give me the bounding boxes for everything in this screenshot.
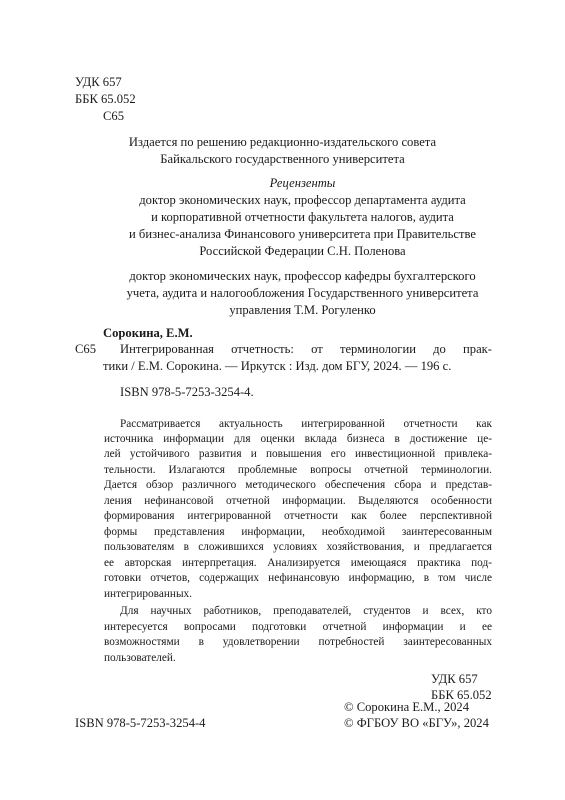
reviewer-line: управления Т.М. Рогуленко — [229, 303, 376, 317]
footer-bbk: ББК 65.052 — [431, 688, 492, 702]
annotation-line: источника информации для оценки вклада бизнеса в достижение це- — [104, 433, 492, 445]
audience-line: интересуется вопросами подготовки отчетной информации и ее — [104, 621, 492, 633]
book-isbn: ISBN 978-5-7253-3254-4. — [120, 385, 254, 399]
annotation-line: Дается обзор различного методического обеспечения сбора и представ- — [104, 479, 492, 491]
reviewer-line: Российской Федерации С.Н. Поленова — [199, 244, 406, 258]
book-title-line: тики / Е.М. Сорокина. — Иркутск : Изд. дом БГУ, 2024. — 196 с. — [103, 359, 452, 373]
annotation-line: ления нефинансовой отчетной информации. Выделяются особенности — [104, 495, 492, 507]
footer-udk: УДК 657 — [431, 672, 478, 686]
bib-mark: С65 — [75, 342, 96, 356]
copyright-author: © Сорокина Е.М., 2024 — [344, 700, 470, 714]
audience-line: возможностями в удовлетворении потребностей заинтересованных — [104, 636, 492, 648]
reviewer-line: доктор экономических наук, профессор департамента аудита — [139, 193, 466, 207]
audience-line: пользователей. — [104, 652, 176, 664]
copyright-publisher: © ФГБОУ ВО «БГУ», 2024 — [344, 716, 489, 730]
udk-code: УДК 657 — [75, 75, 122, 89]
publisher-note-line: Байкальского государственного университета — [160, 152, 405, 166]
annotation-line: формирования интегрированной отчетности как более перспективной — [104, 510, 492, 522]
annotation-line: лей устойчивого развития и повышения его инвестиционной привлека- — [104, 448, 492, 460]
reviewer-line: и бизнес-анализа Финансового университета при Правительстве — [129, 227, 476, 241]
footer-isbn: ISBN 978-5-7253-3254-4 — [75, 716, 206, 730]
author-mark: С65 — [103, 109, 124, 123]
bbk-code: ББК 65.052 — [75, 92, 136, 106]
book-title-line: Интегрированная отчетность: от терминологии до прак- — [120, 342, 492, 356]
audience-line: Для научных работников, преподавателей, студентов и всех, кто — [120, 605, 492, 617]
reviewer-line: доктор экономических наук, профессор кафедры бухгалтерского — [129, 269, 476, 283]
reviewer-line: и корпоративной отчетности факультета налогов, аудита — [151, 210, 454, 224]
book-author: Сорокина, Е.М. — [103, 326, 193, 340]
annotation-line: ее авторская интерпретация. Анализируется имеющаяся практика под- — [104, 557, 492, 569]
publisher-note-line: Издается по решению редакционно-издательского совета — [128, 135, 437, 149]
annotation-line: Рассматривается актуальность интегрированной отчетности как — [120, 418, 492, 430]
annotation-line: формы представления информации, необходимой заинтересованным — [104, 526, 492, 538]
annotation-line: тельности. Излагаются проблемные вопросы отчетной терминологии. — [104, 464, 492, 476]
reviewers-heading: Рецензенты — [269, 176, 336, 190]
annotation-line: готовки отчетов, содержащих нефинансовую информацию, в том числе — [104, 572, 492, 584]
annotation-line: интегрированных. — [104, 588, 193, 600]
annotation-line: пользователям в сложившихся условиях хозяйствования, и предлагается — [104, 541, 492, 553]
reviewer-line: учета, аудита и налогообложения Государственного университета — [126, 286, 479, 300]
